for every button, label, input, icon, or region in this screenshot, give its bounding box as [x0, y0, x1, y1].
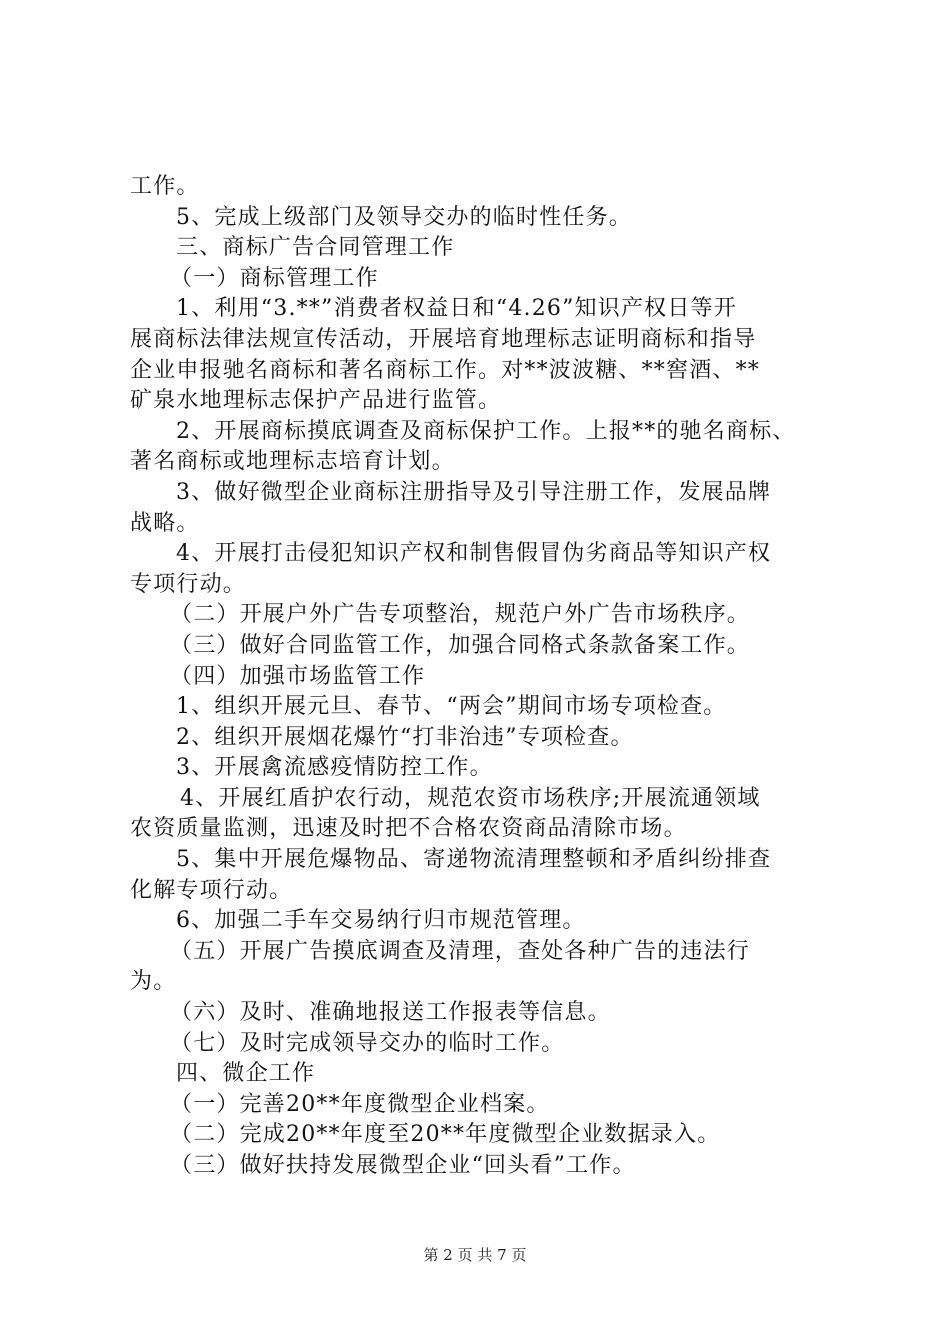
text-line: 4、开展打击侵犯知识产权和制售假冒伪劣商品等知识产权	[176, 541, 772, 567]
text-line: 战略。	[130, 510, 200, 536]
text-line: 3、做好微型企业商标注册指导及引导注册工作，发展品牌	[176, 479, 772, 505]
text-line: 6、加强二手车交易纳行归市规范管理。	[176, 908, 586, 934]
text-line: 2、组织开展烟花爆竹“打非治违”专项检查。	[176, 724, 634, 750]
text-line: 展商标法律法规宣传活动，开展培育地理标志证明商标和指导	[130, 326, 757, 352]
section-heading: 四、微企工作	[176, 1061, 316, 1087]
text-line: 3、开展禽流感疫情防控工作。	[176, 755, 493, 781]
subsection-heading: （四）加强市场监管工作	[170, 663, 426, 689]
subsection-heading: （二）开展户外广告专项整治，规范户外广告市场秩序。	[170, 602, 751, 628]
text-line: 工作。	[130, 174, 200, 199]
document-body	[130, 172, 830, 1182]
text-line: 1、组织开展元旦、春节、“两会”期间市场专项检查。	[176, 694, 727, 720]
section-heading: 三、商标广告合同管理工作	[176, 235, 455, 261]
subsection-heading: （七）及时完成领导交办的临时工作。	[170, 1030, 565, 1056]
text-line: 为。	[130, 969, 177, 995]
subsection-heading: （三）做好合同监管工作，加强合同格式条款备案工作。	[170, 632, 751, 658]
text-line: 著名商标或地理标志培育计划。	[130, 449, 455, 475]
text-line: 1、利用“3.**”消费者权益日和“4.26”知识产权日等开	[176, 296, 737, 322]
text-line: 企业申报驰名商标和著名商标工作。对**波波糖、**窖酒、**	[130, 357, 761, 383]
text-line: 4、开展红盾护农行动，规范农资市场秩序;开展流通领域	[180, 785, 761, 811]
subsection-heading: （一）商标管理工作	[170, 265, 379, 291]
page-number-footer: 第 2 页 共 7 页	[423, 1246, 527, 1264]
text-line: 2、开展商标摸底调查及商标保护工作。上报**的驰名商标、	[176, 418, 796, 444]
subsection-heading: （五）开展广告摸底调查及清理，查处各种广告的违法行	[170, 938, 751, 964]
text-line: 专项行动。	[130, 571, 247, 597]
text-line: 矿泉水地理标志保护产品进行监管。	[130, 388, 502, 414]
text-line: 5、完成上级部门及领导交办的临时性任务。	[176, 204, 632, 230]
subsection-heading: （六）及时、准确地报送工作报表等信息。	[170, 1000, 611, 1026]
text-line: 农资质量监测，迅速及时把不合格农资商品清除市场。	[130, 816, 687, 842]
text-line: 5、集中开展危爆物品、寄递物流清理整顿和矛盾纠纷排查	[176, 847, 772, 873]
subsection-heading: （二）完成20**年度至20**年度微型企业数据录入。	[170, 1122, 721, 1148]
subsection-heading: （三）做好扶持发展微型企业“回头看”工作。	[170, 1153, 636, 1178]
text-line: 化解专项行动。	[130, 877, 293, 903]
subsection-heading: （一）完善20**年度微型企业档案。	[170, 1091, 550, 1117]
